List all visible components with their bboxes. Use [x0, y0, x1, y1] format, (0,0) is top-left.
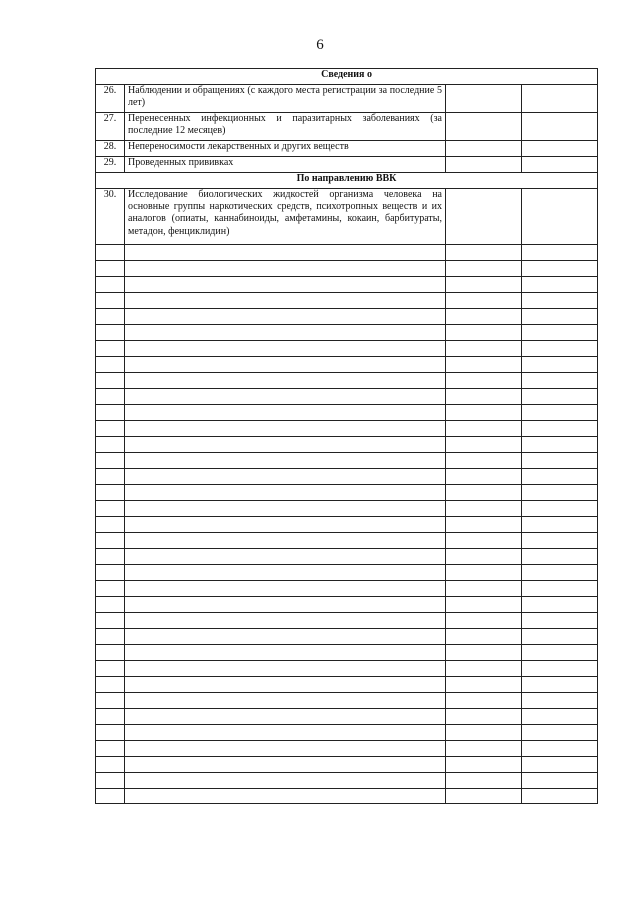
empty-number-cell[interactable]: [96, 325, 125, 341]
value-cell[interactable]: [446, 277, 522, 293]
empty-table-row: [96, 309, 598, 325]
empty-description-cell[interactable]: [125, 565, 446, 581]
empty-description-cell[interactable]: [125, 613, 446, 629]
empty-description-cell[interactable]: [125, 757, 446, 773]
empty-description-cell[interactable]: [125, 677, 446, 693]
empty-number-cell[interactable]: [96, 309, 125, 325]
section-header-row: [96, 173, 598, 189]
value-cell[interactable]: [446, 113, 522, 141]
empty-description-cell[interactable]: [125, 373, 446, 389]
value-cell[interactable]: [522, 113, 598, 141]
value-cell[interactable]: [522, 389, 598, 405]
value-cell[interactable]: [522, 757, 598, 773]
empty-description-cell[interactable]: [125, 485, 446, 501]
value-cell[interactable]: [446, 309, 522, 325]
empty-number-cell[interactable]: [96, 773, 125, 789]
empty-number-cell[interactable]: [96, 741, 125, 757]
value-cell[interactable]: [522, 581, 598, 597]
empty-table-row: [96, 293, 598, 309]
empty-description-cell[interactable]: [125, 581, 446, 597]
empty-number-cell[interactable]: [96, 693, 125, 709]
empty-table-row: [96, 789, 598, 804]
section-title-vvk: По направлению ВВК: [96, 173, 598, 189]
empty-description-cell[interactable]: [125, 693, 446, 709]
empty-table-row: [96, 677, 598, 693]
value-cell[interactable]: [446, 373, 522, 389]
value-cell[interactable]: [522, 261, 598, 277]
value-cell[interactable]: [522, 613, 598, 629]
empty-description-cell[interactable]: [125, 341, 446, 357]
value-cell[interactable]: [522, 549, 598, 565]
value-cell[interactable]: [522, 517, 598, 533]
value-cell[interactable]: [522, 597, 598, 613]
empty-number-cell[interactable]: [96, 341, 125, 357]
value-cell[interactable]: [446, 245, 522, 261]
empty-table-row: [96, 277, 598, 293]
empty-description-cell[interactable]: [125, 725, 446, 741]
value-cell[interactable]: [522, 677, 598, 693]
value-cell[interactable]: [446, 469, 522, 485]
empty-description-cell[interactable]: [125, 533, 446, 549]
empty-number-cell[interactable]: [96, 789, 125, 804]
value-cell[interactable]: [522, 709, 598, 725]
value-cell[interactable]: [446, 613, 522, 629]
empty-number-cell[interactable]: [96, 293, 125, 309]
empty-description-cell[interactable]: [125, 501, 446, 517]
empty-table-row: [96, 389, 598, 405]
empty-description-cell[interactable]: [125, 549, 446, 565]
value-cell[interactable]: [446, 661, 522, 677]
row-number: 29.: [96, 157, 125, 173]
empty-description-cell[interactable]: [125, 293, 446, 309]
table-row: [96, 141, 598, 157]
empty-number-cell[interactable]: [96, 405, 125, 421]
value-cell[interactable]: [446, 453, 522, 469]
value-cell[interactable]: [446, 141, 522, 157]
value-cell[interactable]: [446, 261, 522, 277]
table-row: [96, 157, 598, 173]
value-cell[interactable]: [446, 157, 522, 173]
empty-table-row: [96, 741, 598, 757]
value-cell[interactable]: [446, 85, 522, 113]
empty-number-cell[interactable]: [96, 357, 125, 373]
value-cell[interactable]: [522, 277, 598, 293]
value-cell[interactable]: [522, 533, 598, 549]
empty-number-cell[interactable]: [96, 629, 125, 645]
empty-description-cell[interactable]: [125, 245, 446, 261]
empty-number-cell[interactable]: [96, 517, 125, 533]
empty-table-row: [96, 485, 598, 501]
value-cell[interactable]: [446, 533, 522, 549]
empty-table-row: [96, 341, 598, 357]
empty-description-cell[interactable]: [125, 773, 446, 789]
empty-number-cell[interactable]: [96, 421, 125, 437]
value-cell[interactable]: [446, 421, 522, 437]
value-cell[interactable]: [522, 357, 598, 373]
empty-number-cell[interactable]: [96, 437, 125, 453]
value-cell[interactable]: [522, 725, 598, 741]
row-number: 28.: [96, 141, 125, 157]
empty-table-row: [96, 757, 598, 773]
empty-description-cell[interactable]: [125, 325, 446, 341]
empty-description-cell[interactable]: [125, 645, 446, 661]
empty-table-row: [96, 437, 598, 453]
value-cell[interactable]: [522, 741, 598, 757]
value-cell[interactable]: [522, 661, 598, 677]
empty-number-cell[interactable]: [96, 453, 125, 469]
empty-table-row: [96, 245, 598, 261]
row-number: 30.: [96, 189, 125, 245]
empty-description-cell[interactable]: [125, 405, 446, 421]
empty-table-row: [96, 629, 598, 645]
empty-description-cell[interactable]: [125, 261, 446, 277]
empty-table-row: [96, 773, 598, 789]
empty-number-cell[interactable]: [96, 389, 125, 405]
value-cell[interactable]: [446, 565, 522, 581]
value-cell[interactable]: [446, 293, 522, 309]
empty-number-cell[interactable]: [96, 549, 125, 565]
value-cell[interactable]: [446, 677, 522, 693]
value-cell[interactable]: [522, 341, 598, 357]
value-cell[interactable]: [446, 741, 522, 757]
value-cell[interactable]: [522, 421, 598, 437]
value-cell[interactable]: [446, 189, 522, 245]
value-cell[interactable]: [522, 453, 598, 469]
empty-table-row: [96, 661, 598, 677]
value-cell[interactable]: [522, 293, 598, 309]
value-cell[interactable]: [446, 405, 522, 421]
empty-table-row: [96, 565, 598, 581]
value-cell[interactable]: [446, 757, 522, 773]
value-cell[interactable]: [522, 437, 598, 453]
table-row: [96, 85, 598, 113]
empty-table-row: [96, 421, 598, 437]
row-description: Проведенных прививках: [125, 157, 446, 173]
value-cell[interactable]: [446, 325, 522, 341]
value-cell[interactable]: [446, 725, 522, 741]
empty-table-row: [96, 357, 598, 373]
value-cell[interactable]: [522, 157, 598, 173]
empty-table-row: [96, 373, 598, 389]
empty-description-cell[interactable]: [125, 277, 446, 293]
empty-description-cell[interactable]: [125, 389, 446, 405]
value-cell[interactable]: [522, 629, 598, 645]
empty-description-cell[interactable]: [125, 421, 446, 437]
empty-table-row: [96, 693, 598, 709]
empty-number-cell[interactable]: [96, 485, 125, 501]
value-cell[interactable]: [446, 645, 522, 661]
value-cell[interactable]: [446, 389, 522, 405]
value-cell[interactable]: [522, 565, 598, 581]
value-cell[interactable]: [446, 773, 522, 789]
empty-number-cell[interactable]: [96, 501, 125, 517]
empty-description-cell[interactable]: [125, 357, 446, 373]
value-cell[interactable]: [446, 357, 522, 373]
empty-description-cell[interactable]: [125, 309, 446, 325]
empty-number-cell[interactable]: [96, 533, 125, 549]
empty-table-row: [96, 533, 598, 549]
empty-number-cell[interactable]: [96, 469, 125, 485]
value-cell[interactable]: [522, 373, 598, 389]
empty-description-cell[interactable]: [125, 709, 446, 725]
empty-description-cell[interactable]: [125, 661, 446, 677]
row-description: Непереносимости лекарственных и других веществ: [125, 141, 446, 157]
row-description: Исследование биологических жидкостей организма человека на основные группы наркотических средств, психотропных веществ и их аналогов (опиаты, каннабиноиды, амфетамины, кокаин, барбитураты, метадон, фенциклидин): [125, 189, 446, 245]
value-cell[interactable]: [446, 485, 522, 501]
table-row: [96, 189, 598, 245]
empty-number-cell[interactable]: [96, 597, 125, 613]
empty-table-row: [96, 469, 598, 485]
value-cell[interactable]: [446, 437, 522, 453]
empty-number-cell[interactable]: [96, 565, 125, 581]
empty-number-cell[interactable]: [96, 645, 125, 661]
value-cell[interactable]: [446, 789, 522, 804]
empty-table-row: [96, 645, 598, 661]
empty-description-cell[interactable]: [125, 789, 446, 804]
value-cell[interactable]: [522, 141, 598, 157]
empty-table-row: [96, 261, 598, 277]
value-cell[interactable]: [522, 405, 598, 421]
value-cell[interactable]: [522, 773, 598, 789]
value-cell[interactable]: [522, 189, 598, 245]
empty-number-cell[interactable]: [96, 373, 125, 389]
empty-number-cell[interactable]: [96, 677, 125, 693]
empty-description-cell[interactable]: [125, 437, 446, 453]
value-cell[interactable]: [446, 597, 522, 613]
table-row: [96, 113, 598, 141]
value-cell[interactable]: [446, 517, 522, 533]
value-cell[interactable]: [522, 645, 598, 661]
empty-table-row: [96, 597, 598, 613]
empty-table-row: [96, 453, 598, 469]
section-title-svedeniya: Сведения о: [96, 69, 598, 85]
empty-description-cell[interactable]: [125, 741, 446, 757]
value-cell[interactable]: [446, 709, 522, 725]
empty-description-cell[interactable]: [125, 469, 446, 485]
empty-number-cell[interactable]: [96, 581, 125, 597]
row-number: 26.: [96, 85, 125, 113]
empty-description-cell[interactable]: [125, 453, 446, 469]
empty-table-row: [96, 501, 598, 517]
empty-description-cell[interactable]: [125, 597, 446, 613]
value-cell[interactable]: [446, 341, 522, 357]
value-cell[interactable]: [522, 789, 598, 804]
empty-description-cell[interactable]: [125, 629, 446, 645]
value-cell[interactable]: [522, 501, 598, 517]
empty-table-row: [96, 709, 598, 725]
value-cell[interactable]: [522, 469, 598, 485]
empty-table-row: [96, 613, 598, 629]
value-cell[interactable]: [446, 549, 522, 565]
empty-table-row: [96, 325, 598, 341]
row-description: Наблюдении и обращениях (с каждого места регистрации за последние 5 лет): [125, 85, 446, 113]
value-cell[interactable]: [522, 85, 598, 113]
empty-number-cell[interactable]: [96, 709, 125, 725]
empty-table-row: [96, 725, 598, 741]
value-cell[interactable]: [446, 501, 522, 517]
value-cell[interactable]: [446, 629, 522, 645]
empty-number-cell[interactable]: [96, 277, 125, 293]
row-description: Перенесенных инфекционных и паразитарных заболеваниях (за последние 12 месяцев): [125, 113, 446, 141]
value-cell[interactable]: [522, 245, 598, 261]
empty-number-cell[interactable]: [96, 661, 125, 677]
row-number: 27.: [96, 113, 125, 141]
empty-table-row: [96, 581, 598, 597]
empty-number-cell[interactable]: [96, 261, 125, 277]
value-cell[interactable]: [522, 485, 598, 501]
empty-number-cell[interactable]: [96, 613, 125, 629]
value-cell[interactable]: [446, 581, 522, 597]
empty-table-row: [96, 517, 598, 533]
empty-table-row: [96, 405, 598, 421]
empty-number-cell[interactable]: [96, 725, 125, 741]
empty-number-cell[interactable]: [96, 757, 125, 773]
value-cell[interactable]: [522, 325, 598, 341]
empty-description-cell[interactable]: [125, 517, 446, 533]
value-cell[interactable]: [446, 693, 522, 709]
empty-number-cell[interactable]: [96, 245, 125, 261]
empty-table-row: [96, 549, 598, 565]
medical-form-table: [95, 68, 598, 804]
page-number: 6: [316, 37, 324, 53]
value-cell[interactable]: [522, 309, 598, 325]
section-header-row: [96, 69, 598, 85]
value-cell[interactable]: [522, 693, 598, 709]
